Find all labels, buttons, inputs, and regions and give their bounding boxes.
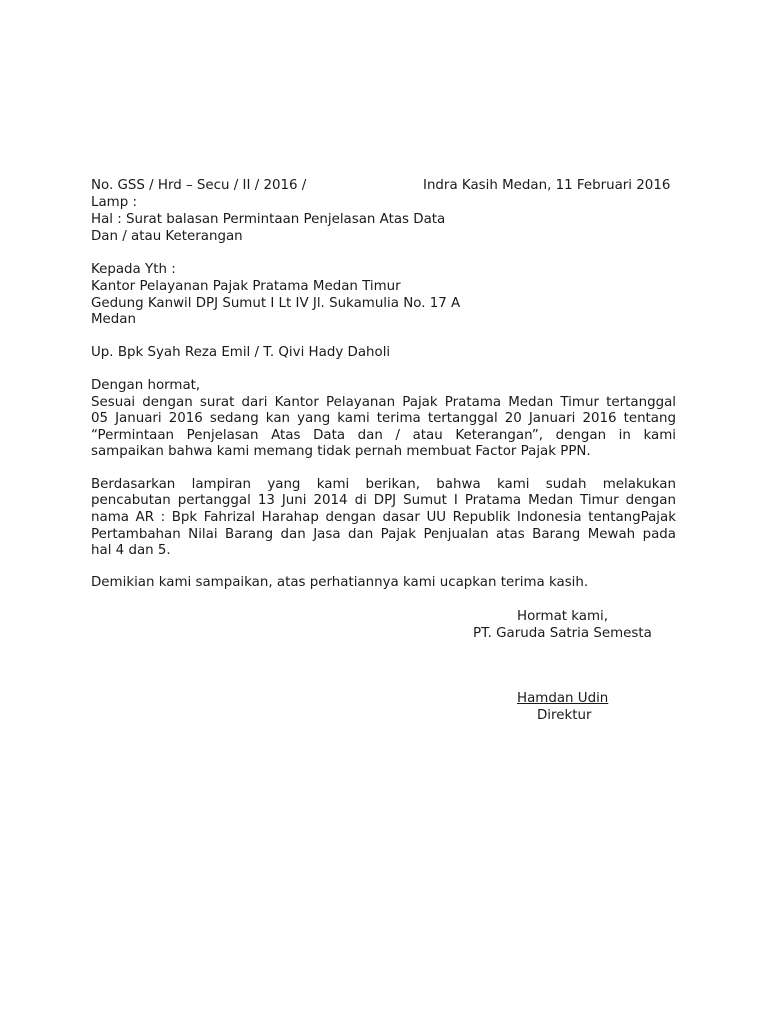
paragraph-1-line-2: 05 Januari 2016 sedang kan yang kami terima tertanggal 20 Januari 2016 tentang (91, 411, 676, 426)
paragraph-1-line-1: Sesuai dengan surat dari Kantor Pelayanan Pajak Pratama Medan Timur tertanggal (91, 395, 676, 410)
place-and-date: Indra Kasih Medan, 11 Februari 2016 (423, 178, 671, 193)
attachment-line: Lamp : (91, 195, 137, 210)
attention-line: Up. Bpk Syah Reza Emil / T. Qivi Hady Daholi (91, 345, 391, 360)
subject-line-2: Dan / atau Keterangan (91, 229, 243, 244)
paragraph-2-line-2: pencabutan pertanggal 13 Juni 2014 di DPJ Sumut I Pratama Medan Timur dengan (91, 493, 676, 508)
regards: Hormat kami, (517, 609, 609, 624)
signatory-title: Direktur (537, 708, 592, 723)
paragraph-2-line-1: Berdasarkan lampiran yang kami berikan, bahwa kami sudah melakukan (91, 477, 676, 492)
paragraph-2-line-5: hal 4 dan 5. (91, 543, 171, 558)
closing-sentence: Demikian kami sampaikan, atas perhatiannya kami ucapkan terima kasih. (91, 575, 589, 590)
paragraph-2-line-4: Pertambahan Nilai Barang dan Jasa dan Pajak Penjualan atas Barang Mewah pada (91, 527, 676, 542)
recipient-office: Kantor Pelayanan Pajak Pratama Medan Timur (91, 279, 401, 294)
signatory-name: Hamdan Udin (517, 691, 609, 706)
company-name: PT. Garuda Satria Semesta (473, 626, 652, 641)
paragraph-1-line-4: sampaikan bahwa kami memang tidak pernah membuat Factor Pajak PPN. (91, 444, 591, 459)
salutation: Dengan hormat, (91, 378, 201, 393)
recipient-greeting: Kepada Yth : (91, 262, 176, 277)
recipient-address: Gedung Kanwil DPJ Sumut I Lt IV Jl. Sukamulia No. 17 A (91, 296, 461, 311)
reference-number: No. GSS / Hrd – Secu / II / 2016 / (91, 178, 307, 193)
paragraph-1-line-3: “Permintaan Penjelasan Atas Data dan / atau Keterangan”, dengan in kami (91, 428, 676, 443)
subject-line-1: Hal : Surat balasan Permintaan Penjelasan Atas Data (91, 212, 446, 227)
recipient-city: Medan (91, 312, 136, 327)
paragraph-2-line-3: nama AR : Bpk Fahrizal Harahap dengan dasar UU Republik Indonesia tentangPajak (91, 510, 676, 525)
